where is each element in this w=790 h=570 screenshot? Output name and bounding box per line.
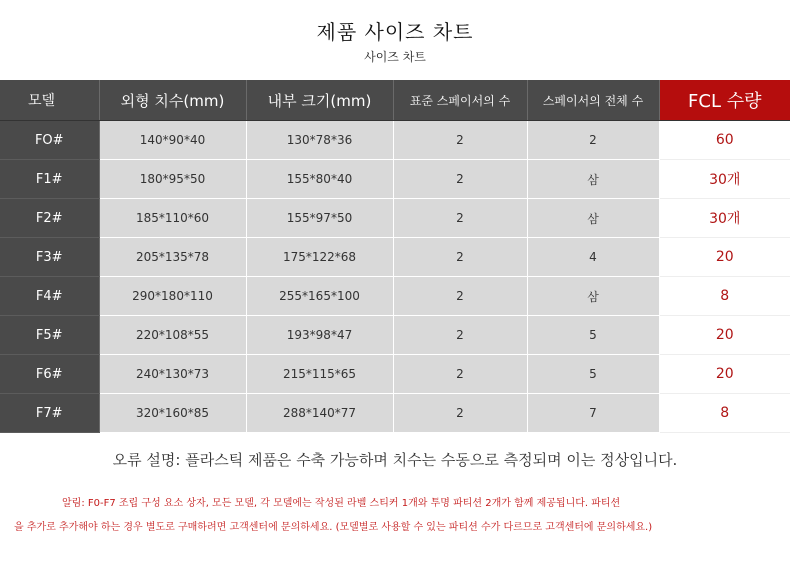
cell-fcl: 20 [659, 355, 790, 394]
cell-inner: 288*140*77 [246, 394, 393, 433]
notice-line-1: 알림: F0-F7 조립 구성 요소 상자, 모든 모델, 각 모델에는 작성된 라벨 스티커 1개와 투명 파티션 2개가 함께 제공됩니다. 파티션 [62, 498, 621, 509]
cell-total-spacer: 2 [527, 121, 659, 160]
cell-model: F5# [0, 316, 99, 355]
header-model: 모델 [0, 80, 99, 121]
cell-outer: 140*90*40 [99, 121, 246, 160]
table-row [0, 355, 790, 394]
cell-inner: 155*80*40 [246, 160, 393, 199]
header-fcl-quantity: FCL 수량 [659, 80, 790, 121]
page-subtitle: 사이즈 차트 [364, 50, 426, 64]
cell-outer: 240*130*73 [99, 355, 246, 394]
cell-model: F4# [0, 277, 99, 316]
cell-inner: 193*98*47 [246, 316, 393, 355]
cell-outer: 220*108*55 [99, 316, 246, 355]
error-explanation: 오류 설명: 플라스틱 제품은 수축 가능하며 치수는 수동으로 측정되며 이는 정상입니다. [112, 451, 678, 469]
cell-fcl: 30개 [659, 160, 790, 199]
size-chart-table [0, 80, 790, 433]
table-row [0, 316, 790, 355]
cell-std-spacer: 2 [393, 121, 527, 160]
cell-outer: 180*95*50 [99, 160, 246, 199]
cell-total-spacer: 4 [527, 238, 659, 277]
cell-inner: 215*115*65 [246, 355, 393, 394]
cell-total-spacer: 5 [527, 355, 659, 394]
cell-model: FO# [0, 121, 99, 160]
table-row [0, 277, 790, 316]
header-outer-dimensions: 외형 치수(mm) [99, 80, 246, 121]
cell-total-spacer: 삼 [527, 277, 659, 316]
cell-std-spacer: 2 [393, 394, 527, 433]
cell-inner: 130*78*36 [246, 121, 393, 160]
cell-std-spacer: 2 [393, 355, 527, 394]
cell-model: F3# [0, 238, 99, 277]
page-title: 제품 사이즈 차트 [316, 20, 474, 44]
cell-total-spacer: 7 [527, 394, 659, 433]
notice-line-2: 을 추가로 추가해야 하는 경우 별도로 구매하려면 고객센터에 문의하세요. (모델별로 사용할 수 있는 파티션 수가 다르므로 고객센터에 문의하세요.) [14, 522, 653, 533]
cell-outer: 205*135*78 [99, 238, 246, 277]
table-row [0, 199, 790, 238]
cell-std-spacer: 2 [393, 316, 527, 355]
table-row [0, 394, 790, 433]
cell-inner: 155*97*50 [246, 199, 393, 238]
cell-inner: 255*165*100 [246, 277, 393, 316]
cell-model: F1# [0, 160, 99, 199]
table-header-row [0, 80, 790, 121]
cell-model: F2# [0, 199, 99, 238]
cell-std-spacer: 2 [393, 238, 527, 277]
cell-model: F7# [0, 394, 99, 433]
header-total-spacers: 스페이서의 전체 수 [527, 80, 659, 121]
cell-outer: 290*180*110 [99, 277, 246, 316]
cell-fcl: 20 [659, 316, 790, 355]
cell-fcl: 8 [659, 394, 790, 433]
cell-inner: 175*122*68 [246, 238, 393, 277]
header-inner-size: 내부 크기(mm) [246, 80, 393, 121]
cell-total-spacer: 5 [527, 316, 659, 355]
cell-std-spacer: 2 [393, 199, 527, 238]
cell-fcl: 8 [659, 277, 790, 316]
cell-outer: 320*160*85 [99, 394, 246, 433]
table-row [0, 160, 790, 199]
table-row [0, 238, 790, 277]
cell-std-spacer: 2 [393, 160, 527, 199]
cell-model: F6# [0, 355, 99, 394]
cell-outer: 185*110*60 [99, 199, 246, 238]
cell-total-spacer: 삼 [527, 160, 659, 199]
cell-fcl: 60 [659, 121, 790, 160]
table-row [0, 121, 790, 160]
header-standard-spacers: 표준 스페이서의 수 [393, 80, 527, 121]
cell-fcl: 20 [659, 238, 790, 277]
cell-total-spacer: 삼 [527, 199, 659, 238]
cell-std-spacer: 2 [393, 277, 527, 316]
cell-fcl: 30개 [659, 199, 790, 238]
